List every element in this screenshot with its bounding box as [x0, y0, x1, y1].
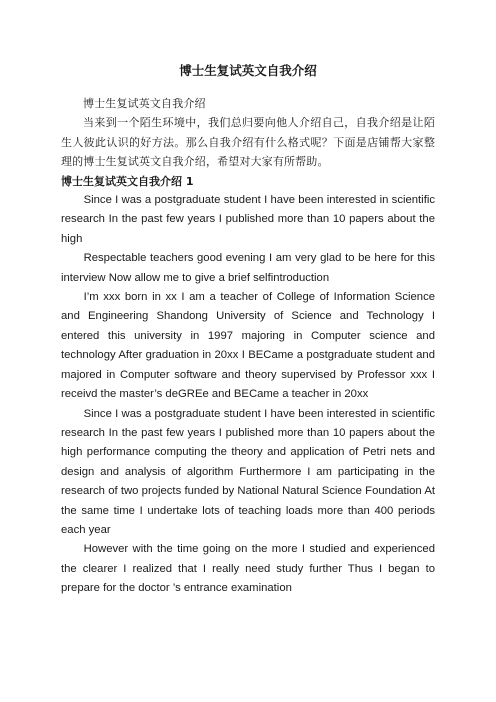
- body-paragraph-3: I’m xxx born in xx I am a teacher of College of Information Science and Engineering Shandong University of Science and Technology I entered this university in 1997 majoring in Computer science and technology After graduation in 20xx I BECame a postgraduate student and majored in Computer software and theory supervised by Professor xxx I receivd the master’s deGREe and BECame a teacher in 20xx: [61, 291, 435, 401]
- section-heading: 博士生复试英文自我介绍 1: [61, 174, 194, 188]
- document-title: 博士生复试英文自我介绍: [179, 63, 317, 78]
- subtitle-paragraph: 博士生复试英文自我介绍: [83, 97, 206, 110]
- intro-paragraph: 当来到一个陌生环境中，我们总归要向他人介绍自己，自我介绍是让陌生人彼此认识的好方法。那么自我介绍有什么格式呢？下面是店铺帮大家整理的博士生复试英文自我介绍，希望对大家有所帮助。: [61, 116, 435, 169]
- body-paragraph-1: Since I was a postgraduate student I have been interested in scientific research In the past few years I published more than 10 papers about the high: [61, 194, 435, 245]
- body-paragraph-2: Respectable teachers good evening I am very glad to be here for this interview Now allow me to give a brief selfintroduction: [61, 252, 435, 284]
- body-paragraph-4: Since I was a postgraduate student I have been interested in scientific research In the past few years I published more than 10 papers about the high performance computing the theory and application of Petri nets and design and analysis of algorithm Furthermore I am participating in the research of two projects funded by National Natural Science Foundation At the same time I undertake lots of teaching loads more than 400 periods each year: [61, 407, 435, 536]
- body-paragraph-5: However with the time going on the more I studied and experienced the clearer I realized that I really need study further Thus I began to prepare for the doctor ’s entrance examination: [61, 543, 435, 595]
